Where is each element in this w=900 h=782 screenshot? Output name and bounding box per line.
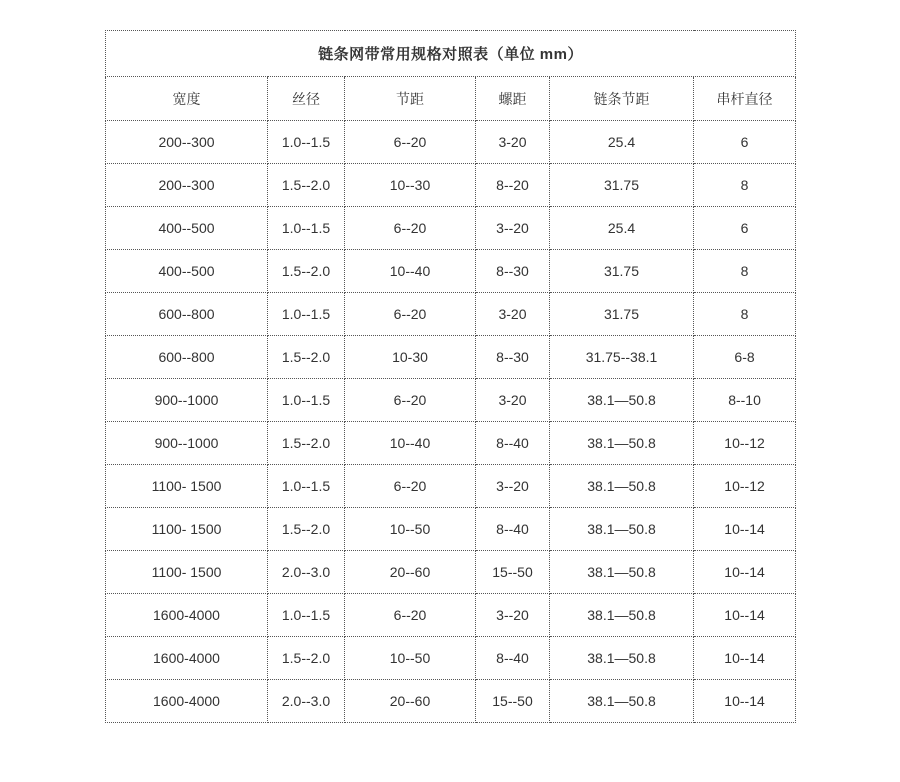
- table-cell: 8--40: [476, 637, 550, 680]
- table-cell: 1600-4000: [106, 637, 268, 680]
- table-cell: 6--20: [345, 293, 476, 336]
- table-row: [106, 336, 796, 379]
- table-cell: 15--50: [476, 680, 550, 723]
- table-cell: 8: [694, 164, 796, 207]
- table-cell: 6--20: [345, 207, 476, 250]
- table-row: [106, 422, 796, 465]
- table-title: 链条网带常用规格对照表（单位 mm）: [106, 31, 796, 77]
- table-cell: 6--20: [345, 379, 476, 422]
- table-cell: 1.0--1.5: [268, 207, 345, 250]
- table-cell: 1.0--1.5: [268, 121, 345, 164]
- table-cell: 10--12: [694, 465, 796, 508]
- table-cell: 600--800: [106, 336, 268, 379]
- table-cell: 900--1000: [106, 379, 268, 422]
- table-cell: 38.1—50.8: [550, 465, 694, 508]
- table-cell: 6: [694, 207, 796, 250]
- table-cell: 38.1—50.8: [550, 379, 694, 422]
- table-cell: 900--1000: [106, 422, 268, 465]
- table-cell: 10--14: [694, 594, 796, 637]
- table-cell: 10--50: [345, 637, 476, 680]
- table-row: [106, 164, 796, 207]
- table-row: [106, 551, 796, 594]
- table-cell: 38.1—50.8: [550, 594, 694, 637]
- page: [105, 30, 795, 723]
- header-rod-diameter: 串杆直径: [694, 77, 796, 121]
- table-cell: 10--14: [694, 551, 796, 594]
- spec-table: [105, 30, 796, 723]
- table-cell: 38.1—50.8: [550, 422, 694, 465]
- table-cell: 1100- 1500: [106, 508, 268, 551]
- table-cell: 31.75: [550, 293, 694, 336]
- table-cell: 20--60: [345, 680, 476, 723]
- table-row: [106, 594, 796, 637]
- table-cell: 1100- 1500: [106, 465, 268, 508]
- table-row: [106, 465, 796, 508]
- header-width: 宽度: [106, 77, 268, 121]
- table-cell: 25.4: [550, 207, 694, 250]
- table-cell: 1600-4000: [106, 594, 268, 637]
- table-cell: 38.1—50.8: [550, 551, 694, 594]
- table-cell: 10--40: [345, 250, 476, 293]
- table-cell: 8--40: [476, 422, 550, 465]
- table-cell: 6--20: [345, 465, 476, 508]
- table-cell: 400--500: [106, 250, 268, 293]
- table-cell: 38.1—50.8: [550, 508, 694, 551]
- table-cell: 31.75--38.1: [550, 336, 694, 379]
- table-cell: 10--14: [694, 637, 796, 680]
- table-cell: 31.75: [550, 164, 694, 207]
- table-row: [106, 637, 796, 680]
- table-cell: 8--10: [694, 379, 796, 422]
- table-cell: 1600-4000: [106, 680, 268, 723]
- table-cell: 1.5--2.0: [268, 164, 345, 207]
- table-cell: 1100- 1500: [106, 551, 268, 594]
- table-cell: 3-20: [476, 379, 550, 422]
- table-cell: 10--50: [345, 508, 476, 551]
- table-cell: 1.5--2.0: [268, 250, 345, 293]
- table-cell: 8--40: [476, 508, 550, 551]
- table-cell: 10--30: [345, 164, 476, 207]
- table-cell: 1.0--1.5: [268, 379, 345, 422]
- table-cell: 400--500: [106, 207, 268, 250]
- table-row: [106, 293, 796, 336]
- header-pitch: 节距: [345, 77, 476, 121]
- table-cell: 1.5--2.0: [268, 336, 345, 379]
- table-cell: 10--12: [694, 422, 796, 465]
- table-cell: 3--20: [476, 465, 550, 508]
- table-cell: 25.4: [550, 121, 694, 164]
- table-cell: 1.0--1.5: [268, 465, 345, 508]
- header-screw-pitch: 螺距: [476, 77, 550, 121]
- table-cell: 8: [694, 293, 796, 336]
- table-cell: 8: [694, 250, 796, 293]
- table-row: [106, 250, 796, 293]
- table-cell: 8--20: [476, 164, 550, 207]
- table-row: [106, 508, 796, 551]
- table-row: [106, 207, 796, 250]
- table-cell: 200--300: [106, 121, 268, 164]
- table-cell: 1.0--1.5: [268, 594, 345, 637]
- table-cell: 6--20: [345, 121, 476, 164]
- table-cell: 1.0--1.5: [268, 293, 345, 336]
- table-cell: 10--40: [345, 422, 476, 465]
- table-cell: 6: [694, 121, 796, 164]
- table-cell: 1.5--2.0: [268, 422, 345, 465]
- table-cell: 600--800: [106, 293, 268, 336]
- table-row: [106, 680, 796, 723]
- table-cell: 6-8: [694, 336, 796, 379]
- table-cell: 3--20: [476, 207, 550, 250]
- table-cell: 38.1—50.8: [550, 680, 694, 723]
- table-body: [106, 121, 796, 723]
- table-cell: 31.75: [550, 250, 694, 293]
- table-cell: 3-20: [476, 121, 550, 164]
- table-cell: 3-20: [476, 293, 550, 336]
- table-cell: 1.5--2.0: [268, 637, 345, 680]
- table-cell: 10-30: [345, 336, 476, 379]
- header-chain-pitch: 链条节距: [550, 77, 694, 121]
- table-cell: 1.5--2.0: [268, 508, 345, 551]
- table-row: [106, 121, 796, 164]
- header-wire-diameter: 丝径: [268, 77, 345, 121]
- table-cell: 6--20: [345, 594, 476, 637]
- table-cell: 8--30: [476, 336, 550, 379]
- table-cell: 15--50: [476, 551, 550, 594]
- table-cell: 200--300: [106, 164, 268, 207]
- table-cell: 2.0--3.0: [268, 680, 345, 723]
- title-row: [106, 31, 796, 77]
- table-cell: 3--20: [476, 594, 550, 637]
- table-cell: 2.0--3.0: [268, 551, 345, 594]
- table-cell: 38.1—50.8: [550, 637, 694, 680]
- table-cell: 10--14: [694, 508, 796, 551]
- table-cell: 8--30: [476, 250, 550, 293]
- table-cell: 10--14: [694, 680, 796, 723]
- table-row: [106, 379, 796, 422]
- table-cell: 20--60: [345, 551, 476, 594]
- header-row: [106, 77, 796, 121]
